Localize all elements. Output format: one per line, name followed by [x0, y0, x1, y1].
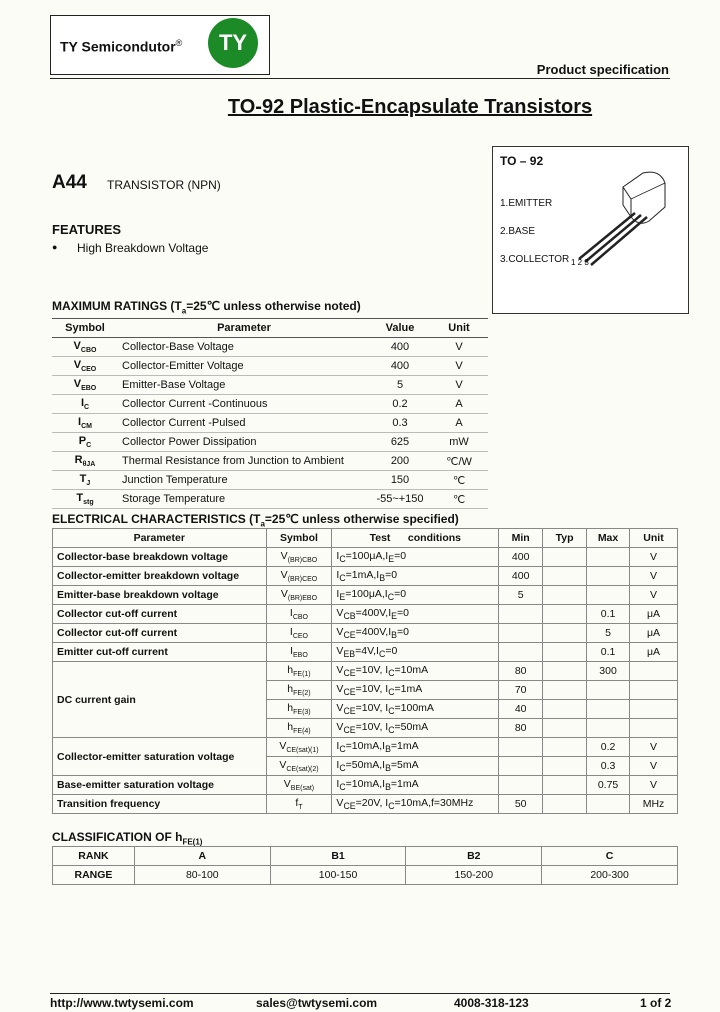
ec-symbol: $V_{(BR)EBO}$ [266, 586, 332, 605]
rating-row [52, 433, 488, 452]
pin-3-label: 3.COLLECTOR [500, 254, 570, 265]
ec-max: 0.1 [587, 643, 630, 662]
ec-typ [543, 605, 587, 624]
ec-typ [543, 586, 587, 605]
rating-value: 0.2 [370, 395, 430, 414]
rank-a: A [134, 847, 270, 866]
ec-typ [543, 567, 587, 586]
feature-item: High Breakdown Voltage [77, 241, 209, 255]
ec-max [587, 567, 630, 586]
ec-max [587, 548, 630, 567]
ec-conditions: $V_{CE}=10V$, $I_C=50mA$ [332, 719, 499, 738]
rating-parameter: Collector Current -Pulsed [118, 414, 370, 433]
rating-parameter: Emitter-Base Voltage [118, 376, 370, 395]
ec-typ [543, 719, 587, 738]
ec-symbol: $V_{BE(sat)}$ [266, 776, 332, 795]
ec-max [587, 795, 630, 814]
ec-unit [630, 681, 678, 700]
ec-typ [543, 757, 587, 776]
part-number: A44 [52, 172, 87, 193]
ec-row [53, 605, 678, 624]
ec-unit: V [630, 567, 678, 586]
features-heading: FEATURES [52, 222, 122, 237]
ec-typ [543, 700, 587, 719]
footer-divider [50, 993, 670, 994]
ec-min [499, 605, 543, 624]
pin-2-label: 2.BASE [500, 226, 536, 237]
rating-parameter: Collector Power Dissipation [118, 433, 370, 452]
rank-b1: B1 [270, 847, 406, 866]
rating-symbol: $V_{CEO}$ [52, 357, 118, 376]
ec-typ [543, 624, 587, 643]
pin-numbers: 1 2 3 [571, 258, 589, 267]
electrical-characteristics-table [52, 528, 678, 814]
ec-row [53, 586, 678, 605]
ec-typ [543, 662, 587, 681]
ec-col-parameter: Parameter [53, 529, 267, 548]
rating-parameter: Collector Current -Continuous [118, 395, 370, 414]
ec-unit [630, 700, 678, 719]
rating-value: -55~+150 [370, 490, 430, 509]
ec-min: 70 [499, 681, 543, 700]
ec-conditions: $V_{CE}=10V$, $I_C=1mA$ [332, 681, 499, 700]
rating-value: 200 [370, 452, 430, 471]
range-label: RANGE [53, 866, 135, 885]
company-name: TY Semicondutor® [60, 38, 183, 55]
rating-value: 0.3 [370, 414, 430, 433]
rating-unit: A [430, 395, 488, 414]
rating-parameter: Storage Temperature [118, 490, 370, 509]
ec-row [53, 643, 678, 662]
rating-symbol: $I_{CM}$ [52, 414, 118, 433]
ec-parameter: Collector cut-off current [53, 605, 267, 624]
rating-row [52, 376, 488, 395]
ec-parameter: Collector-base breakdown voltage [53, 548, 267, 567]
ec-max: 300 [587, 662, 630, 681]
rating-unit: ℃/W [430, 452, 488, 471]
rating-symbol: $P_C$ [52, 433, 118, 452]
product-spec-label: Product specification [536, 62, 669, 77]
rating-row [52, 452, 488, 471]
ec-conditions: $V_{CB}=400V,I_E=0$ [332, 605, 499, 624]
ec-conditions: $V_{CE}=20V$, $I_C=10mA,f=30MHz$ [332, 795, 499, 814]
rating-symbol: $R_{\theta JA}$ [52, 452, 118, 471]
ec-min [499, 776, 543, 795]
rating-parameter: Collector-Emitter Voltage [118, 357, 370, 376]
ec-min: 400 [499, 567, 543, 586]
footer-phone: 4008-318-123 [454, 996, 529, 1010]
ec-parameter: Emitter cut-off current [53, 643, 267, 662]
ec-symbol: $h_{FE(3)}$ [266, 700, 332, 719]
ec-symbol: $I_{EBO}$ [266, 643, 332, 662]
ec-row [53, 624, 678, 643]
rating-symbol: $T_{stg}$ [52, 490, 118, 509]
pin-1-label: 1.EMITTER [500, 198, 553, 209]
rank-b2: B2 [406, 847, 542, 866]
ec-min: 400 [499, 548, 543, 567]
ec-typ [543, 643, 587, 662]
ec-unit: V [630, 757, 678, 776]
ec-min: 80 [499, 662, 543, 681]
ec-min: 5 [499, 586, 543, 605]
ec-unit: V [630, 548, 678, 567]
package-name: TO – 92 [500, 154, 544, 168]
ec-min [499, 643, 543, 662]
ec-min [499, 738, 543, 757]
ec-conditions: $I_C=100\mu A,I_E=0$ [332, 548, 499, 567]
ec-symbol: $h_{FE(4)}$ [266, 719, 332, 738]
ec-unit: V [630, 586, 678, 605]
ec-max: 0.75 [587, 776, 630, 795]
ec-conditions: $I_C=10mA,I_B=1mA$ [332, 776, 499, 795]
ec-max: 0.2 [587, 738, 630, 757]
ec-unit: MHz [630, 795, 678, 814]
ec-conditions: $I_E=100\mu A,I_C=0$ [332, 586, 499, 605]
col-value: Value [370, 319, 430, 338]
ec-parameter: Collector cut-off current [53, 624, 267, 643]
rating-value: 400 [370, 338, 430, 357]
ec-symbol: $f_T$ [266, 795, 332, 814]
max-ratings-heading: MAXIMUM RATINGS ($T_a=25℃$ unless otherwise noted) [52, 299, 361, 316]
page-number: 1 of 2 [640, 996, 672, 1010]
ec-row [53, 776, 678, 795]
rating-symbol: $T_J$ [52, 471, 118, 490]
ec-max: 0.1 [587, 605, 630, 624]
page-title: TO-92 Plastic-Encapsulate Transistors [227, 96, 593, 118]
ec-unit [630, 719, 678, 738]
classification-heading: CLASSIFICATION OF $h_{FE(1)}$ [52, 830, 203, 847]
logo-icon: TY [208, 18, 258, 68]
rating-row [52, 471, 488, 490]
ec-row [53, 738, 678, 757]
ec-symbol: $V_{CE(sat)(1)}$ [266, 738, 332, 757]
rating-unit: V [430, 357, 488, 376]
rating-unit: V [430, 376, 488, 395]
header-divider [50, 78, 670, 79]
ec-symbol: $h_{FE(2)}$ [266, 681, 332, 700]
ec-col-min: Min [499, 529, 543, 548]
rating-value: 5 [370, 376, 430, 395]
ec-typ [543, 795, 587, 814]
ec-col-symbol: Symbol [266, 529, 332, 548]
ec-parameter-dc-gain: DC current gain [53, 662, 267, 738]
ec-symbol: $I_{CEO}$ [266, 624, 332, 643]
rank-label: RANK [53, 847, 135, 866]
ec-row [53, 567, 678, 586]
ec-unit: V [630, 776, 678, 795]
rating-unit: V [430, 338, 488, 357]
ec-typ [543, 776, 587, 795]
ec-col-unit: Unit [630, 529, 678, 548]
ec-unit [630, 662, 678, 681]
footer-website-link[interactable]: http://www.twtysemi.com [50, 996, 194, 1010]
ec-typ [543, 738, 587, 757]
ec-min: 50 [499, 795, 543, 814]
rating-unit: ℃ [430, 490, 488, 509]
part-type: TRANSISTOR (NPN) [107, 178, 221, 192]
col-parameter: Parameter [118, 319, 370, 338]
ec-col-conditions: Test conditions [332, 529, 499, 548]
ec-parameter-vbe-sat: Base-emitter saturation voltage [53, 776, 267, 795]
rating-unit: ℃ [430, 471, 488, 490]
ec-max [587, 719, 630, 738]
ec-conditions: $V_{EB}=4V,I_C=0$ [332, 643, 499, 662]
rank-c: C [542, 847, 678, 866]
ec-unit: μA [630, 643, 678, 662]
ec-symbol: $h_{FE(1)}$ [266, 662, 332, 681]
rating-row [52, 357, 488, 376]
ec-max [587, 586, 630, 605]
ec-parameter: Collector-emitter breakdown voltage [53, 567, 267, 586]
ec-typ [543, 681, 587, 700]
ec-conditions: $I_C=1mA,I_B=0$ [332, 567, 499, 586]
ec-max [587, 681, 630, 700]
rating-row [52, 490, 488, 509]
rating-unit: mW [430, 433, 488, 452]
feature-bullet: ● [52, 242, 58, 252]
col-unit: Unit [430, 319, 488, 338]
ec-col-max: Max [587, 529, 630, 548]
rating-row [52, 395, 488, 414]
ec-min: 80 [499, 719, 543, 738]
ec-conditions: $V_{CE}=10V$, $I_C=100mA$ [332, 700, 499, 719]
ec-row [53, 795, 678, 814]
range-b1: 100-150 [270, 866, 406, 885]
ec-min: 40 [499, 700, 543, 719]
ec-symbol: $I_{CBO}$ [266, 605, 332, 624]
ec-min [499, 757, 543, 776]
rating-symbol: $V_{EBO}$ [52, 376, 118, 395]
ec-conditions: $V_{CE}=400V,I_B=0$ [332, 624, 499, 643]
ec-min [499, 624, 543, 643]
ec-symbol: $V_{(BR)CEO}$ [266, 567, 332, 586]
rating-unit: A [430, 414, 488, 433]
rating-value: 150 [370, 471, 430, 490]
range-a: 80-100 [134, 866, 270, 885]
col-symbol: Symbol [52, 319, 118, 338]
ec-parameter-vce-sat: Collector-emitter saturation voltage [53, 738, 267, 776]
range-b2: 150-200 [406, 866, 542, 885]
to92-package-icon [565, 165, 680, 275]
rating-row [52, 414, 488, 433]
rating-value: 625 [370, 433, 430, 452]
max-ratings-table [52, 318, 488, 509]
rating-parameter: Collector-Base Voltage [118, 338, 370, 357]
ec-parameter-ft: Transition frequency [53, 795, 267, 814]
ec-conditions: $V_{CE}=10V$, $I_C=10mA$ [332, 662, 499, 681]
rating-symbol: $I_C$ [52, 395, 118, 414]
rating-parameter: Junction Temperature [118, 471, 370, 490]
ec-conditions: $I_C=10mA,I_B=1mA$ [332, 738, 499, 757]
rating-row [52, 338, 488, 357]
rating-value: 400 [370, 357, 430, 376]
ec-row [53, 548, 678, 567]
ec-unit: μA [630, 605, 678, 624]
ec-symbol: $V_{CE(sat)(2)}$ [266, 757, 332, 776]
rating-symbol: $V_{CBO}$ [52, 338, 118, 357]
footer-email-link[interactable]: sales@twtysemi.com [256, 996, 378, 1010]
range-c: 200-300 [542, 866, 678, 885]
ec-symbol: $V_{(BR)CBO}$ [266, 548, 332, 567]
elec-heading: ELECTRICAL CHARACTERISTICS ($T_a=25℃$ unless otherwise specified) [52, 512, 459, 529]
ec-conditions: $I_C=50mA,I_B=5mA$ [332, 757, 499, 776]
classification-table [52, 846, 678, 885]
ec-unit: μA [630, 624, 678, 643]
ec-parameter: Emitter-base breakdown voltage [53, 586, 267, 605]
ec-unit: V [630, 738, 678, 757]
ec-max [587, 700, 630, 719]
ec-max: 0.3 [587, 757, 630, 776]
rating-parameter: Thermal Resistance from Junction to Ambient [118, 452, 370, 471]
ec-max: 5 [587, 624, 630, 643]
ec-row [53, 662, 678, 681]
ec-col-typ: Typ [543, 529, 587, 548]
ec-typ [543, 548, 587, 567]
